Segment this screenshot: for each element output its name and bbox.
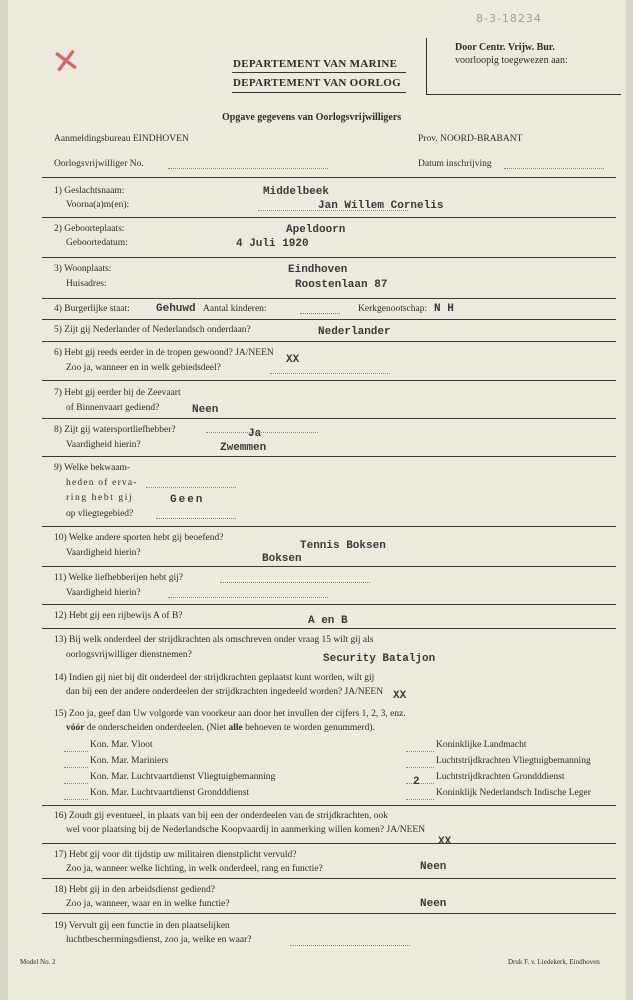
q17-label-1: 17) Hebt gij voor dit tijdstip uw militairen dienstplicht vervuld? bbox=[54, 850, 297, 860]
q2-answer-date: 4 Juli 1920 bbox=[236, 238, 309, 250]
q18-label-2: Zoo ja, wanneer, waar en in welke functie? bbox=[66, 899, 230, 909]
q4-answer-status: Gehuwd bbox=[156, 303, 196, 315]
footer-model: Model No. 2 bbox=[20, 958, 56, 966]
q5-label: 5) Zijt gij Nederlander of Nederlandsch onderdaan? bbox=[54, 325, 251, 335]
footer-printer: Druk F. v. Liedekerk, Eindhoven bbox=[508, 958, 600, 966]
q11-label-2: Vaardigheid hierin? bbox=[66, 588, 141, 598]
q1-answer-surname: Middelbeek bbox=[263, 186, 330, 198]
q9-label-2: heden of erva- bbox=[66, 478, 138, 488]
q6-label-2: Zoo ja, wanneer en in welk gebiedsdeel? bbox=[66, 363, 221, 373]
q10-label-1: 10) Welke andere sporten hebt gij beoefend? bbox=[54, 533, 224, 543]
q15-label-2 bbox=[66, 720, 375, 737]
q5-answer: Nederlander bbox=[318, 326, 391, 338]
q8-label-1: 8) Zijt gij watersportliefhebber? bbox=[54, 425, 176, 435]
q15-option-left-3: Kon. Mar. Luchtvaartdienst Vliegtuigbemanning bbox=[90, 772, 276, 782]
q10-answer-2: Boksen bbox=[262, 553, 302, 565]
q11-label-1: 11) Welke liefhebberijen hebt gij? bbox=[54, 573, 184, 583]
q6-label-1: 6) Hebt gij reeds eerder in de tropen gewoond? JA/NEEN bbox=[54, 348, 274, 358]
q3-answer-city: Eindhoven bbox=[288, 264, 348, 276]
q9-label-1: 9) Welke bekwaam- bbox=[54, 463, 131, 473]
q15-option-right-3: Luchtstrijdkrachten Grondddienst bbox=[436, 772, 565, 782]
department-marine: DEPARTEMENT VAN MARINE bbox=[233, 58, 398, 70]
q6-answer-strike: XX bbox=[286, 354, 300, 366]
q8-answer-2: Zwemmen bbox=[220, 442, 267, 454]
q4-label-3: Kerkgenootschap: bbox=[358, 304, 428, 314]
q7-label-1: 7) Hebt gij eerder bij de Zeevaart bbox=[54, 388, 181, 398]
q15-option-right-4: Koninklijk Nederlandsch Indische Leger bbox=[436, 788, 591, 798]
q16-label-2: wel voor plaatsing bij de Nederlandsche Koopvaardij in aanmerking willen komen? JA/NEEN bbox=[66, 825, 426, 835]
q4-label-2: Aantal kinderen: bbox=[203, 304, 267, 314]
q15-choice: 2 bbox=[413, 776, 420, 788]
q10-label-2: Vaardigheid hierin? bbox=[66, 548, 141, 558]
q16-answer-strike: XX bbox=[438, 836, 452, 848]
q2-label-2: Geboortedatum: bbox=[66, 238, 128, 248]
q14-label-2: dan bij een der andere onderdeelen der strijdkrachten ingedeeld worden? JA/NEEN bbox=[66, 687, 384, 697]
routing-box bbox=[426, 38, 621, 95]
q15-option-left-1: Kon. Mar. Vloot bbox=[90, 740, 153, 750]
q17-label-2: Zoo ja, wanneer welke lichting, in welk onderdeel, rang en functie? bbox=[66, 864, 323, 874]
q4-answer-church: N H bbox=[434, 303, 454, 315]
q1-label-1: 1) Geslachtsnaam: bbox=[54, 186, 125, 196]
q13-label-1: 13) Bij welk onderdeel der strijdkrachten als omschreven onder vraag 15 wilt gij als bbox=[54, 635, 374, 645]
q7-answer: Neen bbox=[192, 404, 219, 416]
q14-label-1: 14) Indien gij niet bij dit onderdeel der strijdkrachten geplaatst kunt worden, wilt gij bbox=[54, 673, 375, 683]
department-oorlog: DEPARTEMENT VAN OORLOG bbox=[233, 77, 401, 89]
q7-label-2: of Binnenvaart gediend? bbox=[66, 403, 160, 413]
q19-label-2: luchtbeschermingsdienst, zoo ja, welke en waar? bbox=[66, 935, 252, 945]
q15-label-2-vor: vóór bbox=[66, 723, 85, 733]
q15-label-2-bold: alle bbox=[228, 723, 243, 733]
form-sheet bbox=[8, 0, 626, 1000]
archive-number: 8-3-18234 bbox=[476, 12, 542, 25]
q16-label-1: 16) Zoudt gij eventueel, in plaats van bij een der onderdeelen van de strijdkrachten, ook bbox=[54, 811, 388, 821]
routing-line-2: voorloopig toegewezen aan: bbox=[455, 55, 568, 66]
q14-answer-strike: XX bbox=[393, 690, 407, 702]
q13-answer: Security Bataljon bbox=[323, 653, 436, 665]
q13-label-2: oorlogsvrijwilliger dienstnemen? bbox=[66, 650, 192, 660]
q2-answer-place: Apeldoorn bbox=[286, 224, 346, 236]
q8-label-2: Vaardigheid hierin? bbox=[66, 440, 141, 450]
q3-label-1: 3) Woonplaats: bbox=[54, 264, 112, 274]
q9-label-4: op vliegtegebied? bbox=[66, 509, 134, 519]
form-title: Opgave gegevens van Oorlogsvrijwilligers bbox=[222, 112, 402, 123]
q15-option-left-2: Kon. Mar. Mariniers bbox=[90, 756, 169, 766]
q15-option-right-1: Koninklijke Landmacht bbox=[436, 740, 527, 750]
registration-date-label: Datum inschrijving bbox=[418, 159, 492, 169]
q1-answer-firstnames: Jan Willem Cornelis bbox=[318, 200, 444, 212]
q15-option-left-4: Kon. Mar. Luchtvaartdienst Grondddienst bbox=[90, 788, 250, 798]
q10-answer-1: Tennis Boksen bbox=[300, 540, 386, 552]
volunteer-number-label: Oorlogsvrijwilliger No. bbox=[54, 159, 144, 169]
q15-label-2-mid: de onderscheiden onderdeelen. (Niet bbox=[84, 723, 229, 733]
q18-label-1: 18) Hebt gij in den arbeidsdienst gediend? bbox=[54, 885, 215, 895]
q18-answer: Neen bbox=[420, 898, 447, 910]
red-cross-mark: ✕ bbox=[49, 40, 84, 84]
bureau-label: Aanmeldingsbureau EINDHOVEN bbox=[54, 134, 189, 144]
q3-answer-address: Roostenlaan 87 bbox=[295, 279, 388, 291]
q9-answer: Geen bbox=[170, 494, 205, 506]
q4-label-1: 4) Burgerlijke staat: bbox=[54, 304, 130, 314]
q9-label-3: ring hebt gij bbox=[66, 493, 134, 503]
q15-option-right-2: Luchtstrijdkrachten Vliegtuigbemanning bbox=[436, 756, 591, 766]
q15-label-1: 15) Zoo ja, geef dan Uw volgorde van voorkeur aan door het invullen der cijfers 1, 2, 3, enz. bbox=[54, 709, 406, 719]
q2-label-1: 2) Geboorteplaats: bbox=[54, 224, 125, 234]
q3-label-2: Huisadres: bbox=[66, 279, 107, 289]
province-label: Prov. NOORD-BRABANT bbox=[418, 134, 523, 144]
q15-label-2-post: behoeven te worden genummerd). bbox=[242, 723, 375, 733]
q1-label-2: Voorna(a)m(en): bbox=[66, 200, 130, 210]
q12-answer: A en B bbox=[308, 615, 348, 627]
q17-answer: Neen bbox=[420, 861, 447, 873]
q12-label: 12) Hebt gij een rijbewijs A of B? bbox=[54, 611, 183, 621]
routing-line-1: Door Centr. Vrijw. Bur. bbox=[455, 42, 555, 53]
q8-answer-1: Ja bbox=[248, 428, 262, 440]
q19-label-1: 19) Vervult gij een functie in den plaatselijken bbox=[54, 921, 230, 931]
